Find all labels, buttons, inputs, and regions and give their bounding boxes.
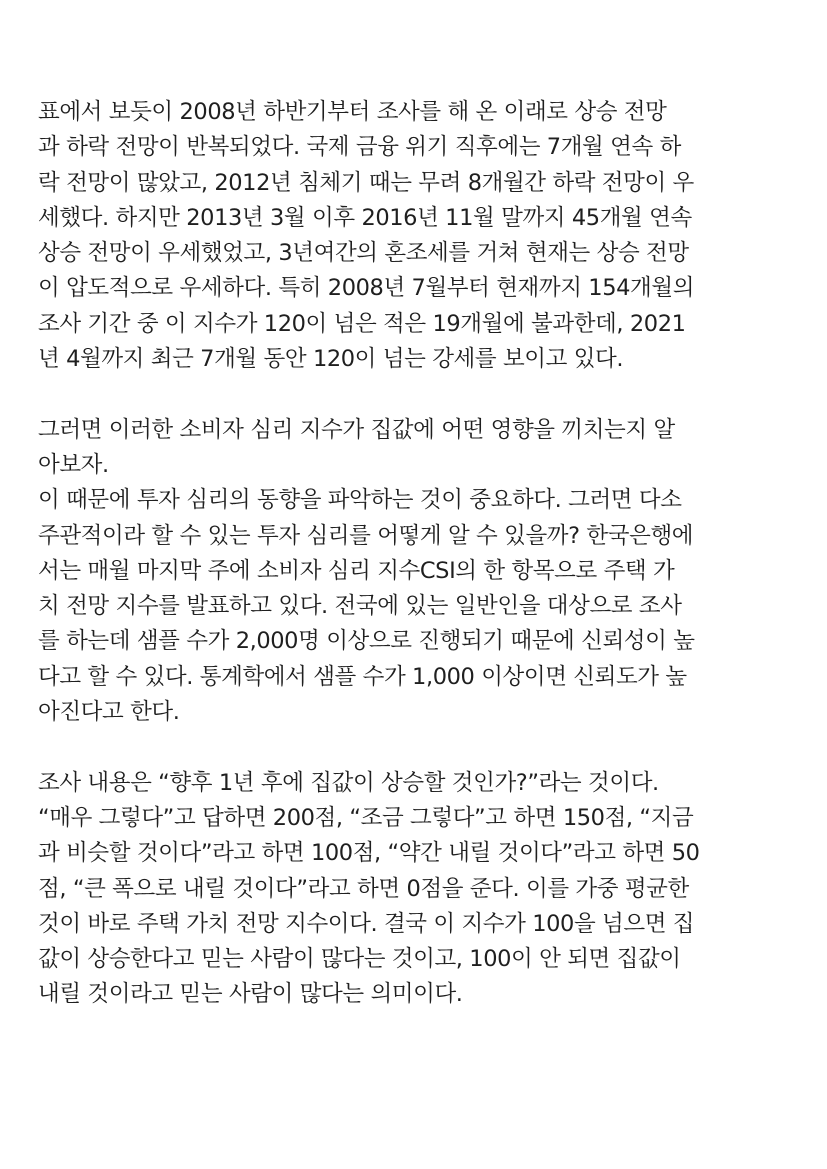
text-line: 것이 바로 주택 가치 전망 지수이다. 결국 이 지수가 100을 넘으면 집 bbox=[38, 910, 695, 937]
text-line: 주관적이라 할 수 있는 투자 심리를 어떻게 알 수 있을까? 한국은행에 bbox=[38, 522, 694, 549]
text-line: 과 하락 전망이 반복되었다. 국제 금융 위기 직후에는 7개월 연속 하 bbox=[38, 134, 681, 161]
paragraph-survey-history bbox=[38, 95, 798, 377]
text-line: 이 때문에 투자 심리의 동향을 파악하는 것이 중요하다. 그러면 다소 bbox=[38, 487, 682, 514]
text-line: 조사 기간 중 이 지수가 120이 넘은 적은 19개월에 불과한데, 2021 bbox=[38, 310, 686, 337]
text-line: 점, “큰 폭으로 내릴 것이다”라고 하면 0점을 준다. 이를 가중 평균한 bbox=[38, 875, 689, 902]
text-line: 아보자. bbox=[38, 451, 109, 478]
text-line: 그러면 이러한 소비자 심리 지수가 집값에 어떤 영향을 끼치는지 알 bbox=[38, 416, 675, 443]
paragraph-survey-method bbox=[38, 766, 798, 1013]
text-line: 를 하는데 샘플 수가 2,000명 이상으로 진행되기 때문에 신뢰성이 높 bbox=[38, 628, 695, 655]
text-line: 서는 매월 마지막 주에 소비자 심리 지수CSI의 한 항목으로 주택 가 bbox=[38, 557, 675, 584]
text-line: 다고 할 수 있다. 통계학에서 샘플 수가 1,000 이상이면 신뢰도가 높 bbox=[38, 663, 687, 690]
text-line: 과 비슷할 것이다”라고 하면 100점, “약간 내릴 것이다”라고 하면 50 bbox=[38, 840, 700, 867]
text-line: 년 4월까지 최근 7개월 동안 120이 넘는 강세를 보이고 있다. bbox=[38, 346, 624, 373]
paragraph-spacer bbox=[38, 730, 798, 765]
text-line: “매우 그렇다”고 답하면 200점, “조금 그렇다”고 하면 150점, “지금 bbox=[38, 804, 694, 831]
text-line: 표에서 보듯이 2008년 하반기부터 조사를 해 온 이래로 상승 전망 bbox=[38, 99, 667, 125]
paragraph-spacer bbox=[38, 377, 798, 412]
text-line: 이 압도적으로 우세하다. 특히 2008년 7월부터 현재까지 154개월의 bbox=[38, 275, 695, 302]
paragraph-investment-sentiment bbox=[38, 413, 798, 731]
text-line: 상승 전망이 우세했었고, 3년여간의 혼조세를 거쳐 현재는 상승 전망 bbox=[38, 240, 689, 267]
text-line: 아진다고 한다. bbox=[38, 699, 180, 726]
text-line: 세했다. 하지만 2013년 3월 이후 2016년 11월 말까지 45개월 연속 bbox=[38, 204, 692, 231]
text-line: 값이 상승한다고 믿는 사람이 많다는 것이고, 100이 안 되면 집값이 bbox=[38, 946, 681, 973]
text-line: 내릴 것이라고 믿는 사람이 많다는 의미이다. bbox=[38, 981, 463, 1008]
document-page bbox=[38, 95, 798, 1013]
text-line: 치 전망 지수를 발표하고 있다. 전국에 있는 일반인을 대상으로 조사 bbox=[38, 593, 682, 620]
text-line: 락 전망이 많았고, 2012년 침체기 때는 무려 8개월간 하락 전망이 우 bbox=[38, 169, 694, 196]
text-line: 조사 내용은 “향후 1년 후에 집값이 상승할 것인가?”라는 것이다. bbox=[38, 769, 659, 796]
